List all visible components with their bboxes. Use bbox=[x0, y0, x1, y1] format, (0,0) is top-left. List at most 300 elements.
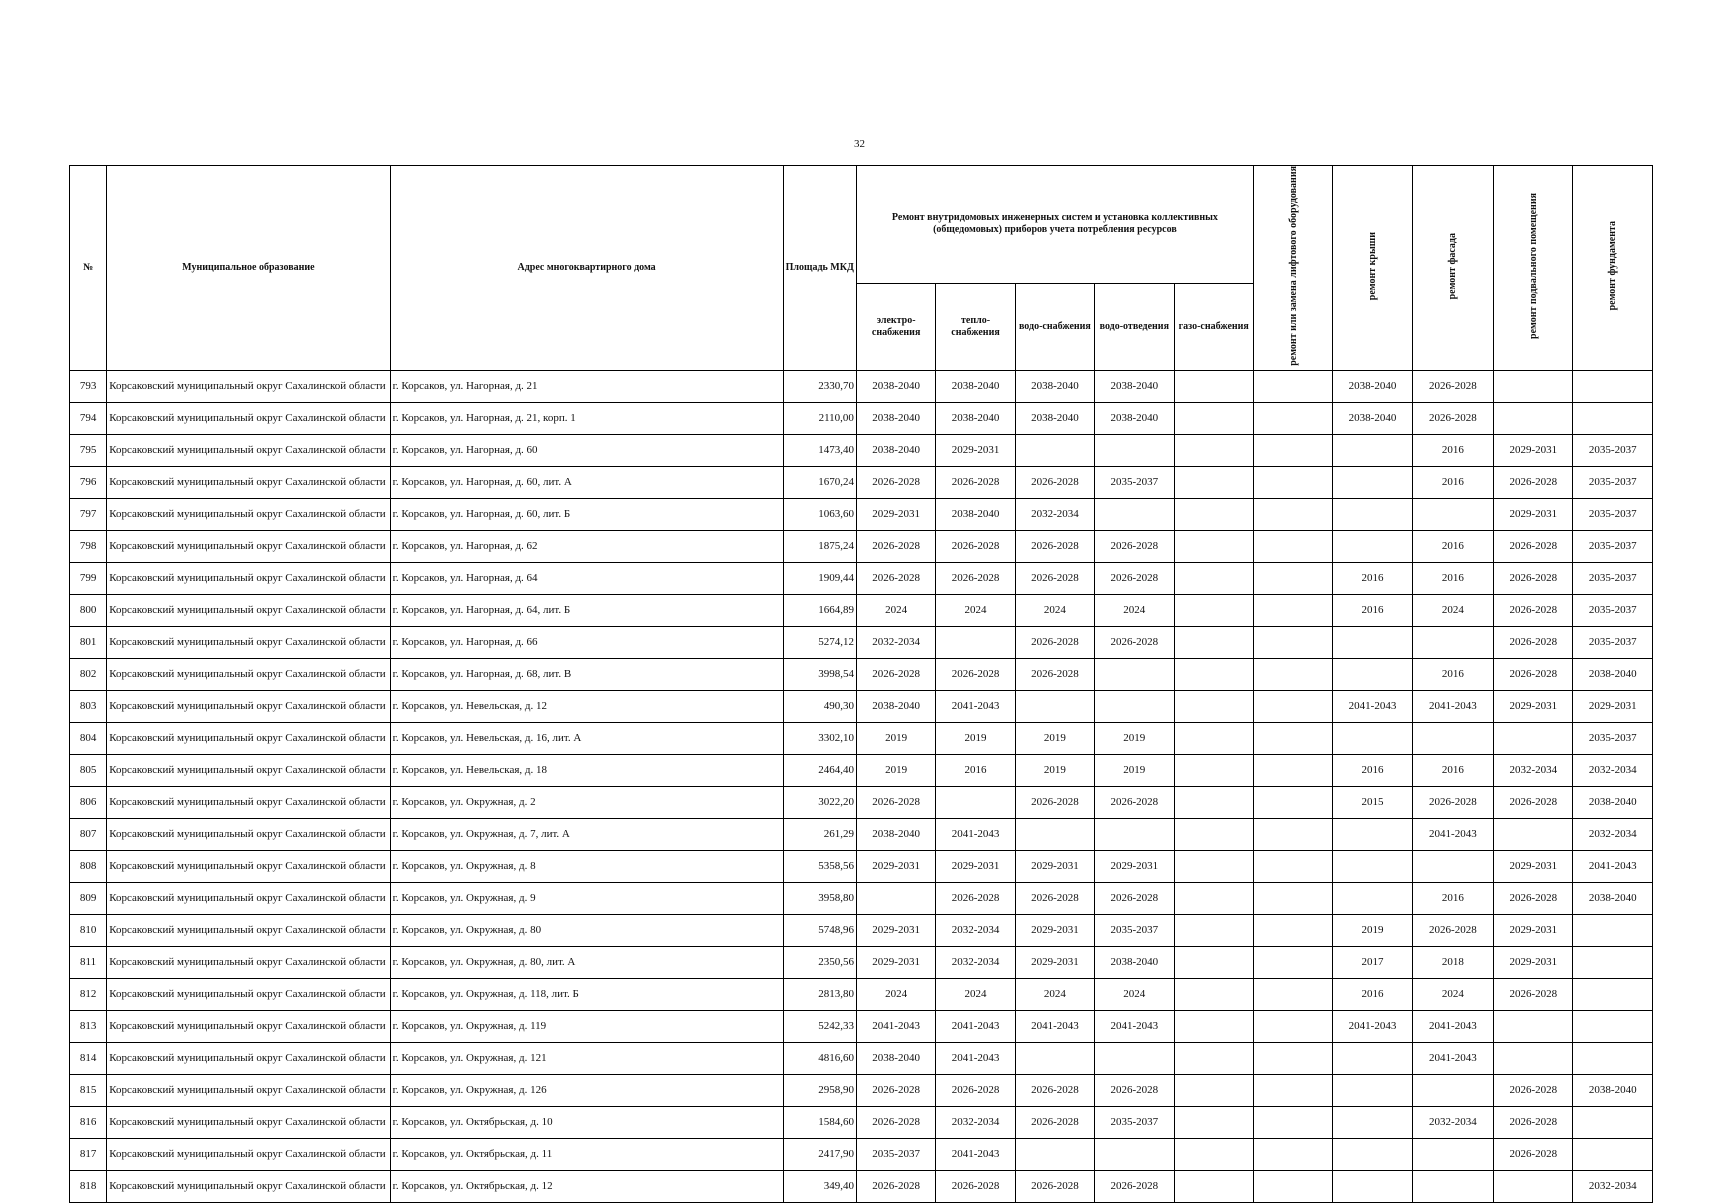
municipality-cell: Корсаковский муниципальный округ Сахалинской области bbox=[107, 690, 390, 722]
roof-cell: 2041-2043 bbox=[1333, 1010, 1412, 1042]
water-supply-cell: 2019 bbox=[1015, 722, 1094, 754]
header-elevator: ремонт или замена лифтового оборудования bbox=[1253, 166, 1332, 371]
facade-cell: 2024 bbox=[1412, 594, 1493, 626]
gas-supply-cell bbox=[1174, 978, 1253, 1010]
basement-cell: 2026-2028 bbox=[1494, 1106, 1573, 1138]
facade-cell bbox=[1412, 1170, 1493, 1202]
header-roof: ремонт крыши bbox=[1333, 166, 1412, 371]
heating-cell: 2029-2031 bbox=[936, 434, 1015, 466]
municipality-cell: Корсаковский муниципальный округ Сахалинской области bbox=[107, 1138, 390, 1170]
row-number: 812 bbox=[70, 978, 107, 1010]
basement-cell bbox=[1494, 370, 1573, 402]
water-supply-cell: 2038-2040 bbox=[1015, 402, 1094, 434]
table-row bbox=[70, 1074, 1653, 1106]
sewerage-cell: 2035-2037 bbox=[1095, 914, 1174, 946]
facade-cell: 2026-2028 bbox=[1412, 914, 1493, 946]
water-supply-cell: 2026-2028 bbox=[1015, 626, 1094, 658]
sewerage-cell: 2019 bbox=[1095, 754, 1174, 786]
water-supply-cell: 2032-2034 bbox=[1015, 498, 1094, 530]
heating-cell bbox=[936, 786, 1015, 818]
sewerage-cell: 2029-2031 bbox=[1095, 850, 1174, 882]
address-cell: г. Корсаков, ул. Окружная, д. 2 bbox=[390, 786, 783, 818]
electricity-cell: 2024 bbox=[856, 978, 935, 1010]
municipality-cell: Корсаковский муниципальный округ Сахалинской области bbox=[107, 786, 390, 818]
address-cell: г. Корсаков, ул. Окружная, д. 8 bbox=[390, 850, 783, 882]
water-supply-cell: 2026-2028 bbox=[1015, 1074, 1094, 1106]
area-cell: 5358,56 bbox=[783, 850, 856, 882]
address-cell: г. Корсаков, ул. Окружная, д. 121 bbox=[390, 1042, 783, 1074]
water-supply-cell: 2029-2031 bbox=[1015, 914, 1094, 946]
address-cell: г. Корсаков, ул. Окружная, д. 119 bbox=[390, 1010, 783, 1042]
table-row bbox=[70, 498, 1653, 530]
electricity-cell: 2026-2028 bbox=[856, 1074, 935, 1106]
header-heating: тепло-снабжения bbox=[936, 283, 1015, 370]
heating-cell: 2026-2028 bbox=[936, 882, 1015, 914]
gas-supply-cell bbox=[1174, 946, 1253, 978]
foundation-cell bbox=[1573, 1106, 1653, 1138]
row-number: 801 bbox=[70, 626, 107, 658]
water-supply-cell: 2041-2043 bbox=[1015, 1010, 1094, 1042]
heating-cell: 2026-2028 bbox=[936, 562, 1015, 594]
municipality-cell: Корсаковский муниципальный округ Сахалинской области bbox=[107, 1074, 390, 1106]
address-cell: г. Корсаков, ул. Окружная, д. 118, лит. Б bbox=[390, 978, 783, 1010]
facade-cell: 2032-2034 bbox=[1412, 1106, 1493, 1138]
municipality-cell: Корсаковский муниципальный округ Сахалинской области bbox=[107, 1170, 390, 1202]
sewerage-cell: 2026-2028 bbox=[1095, 882, 1174, 914]
sewerage-cell: 2038-2040 bbox=[1095, 402, 1174, 434]
address-cell: г. Корсаков, ул. Нагорная, д. 64 bbox=[390, 562, 783, 594]
table-row bbox=[70, 754, 1653, 786]
sewerage-cell: 2038-2040 bbox=[1095, 370, 1174, 402]
sewerage-cell: 2024 bbox=[1095, 978, 1174, 1010]
electricity-cell: 2029-2031 bbox=[856, 914, 935, 946]
table-row bbox=[70, 786, 1653, 818]
row-number: 818 bbox=[70, 1170, 107, 1202]
electricity-cell: 2026-2028 bbox=[856, 658, 935, 690]
gas-supply-cell bbox=[1174, 434, 1253, 466]
facade-cell: 2016 bbox=[1412, 466, 1493, 498]
header-electricity: электро-снабжения bbox=[856, 283, 935, 370]
roof-cell bbox=[1333, 722, 1412, 754]
heating-cell: 2041-2043 bbox=[936, 1010, 1015, 1042]
water-supply-cell bbox=[1015, 690, 1094, 722]
municipality-cell: Корсаковский муниципальный округ Сахалинской области bbox=[107, 946, 390, 978]
heating-cell: 2038-2040 bbox=[936, 370, 1015, 402]
area-cell: 3998,54 bbox=[783, 658, 856, 690]
table-row bbox=[70, 530, 1653, 562]
water-supply-cell bbox=[1015, 1042, 1094, 1074]
water-supply-cell: 2026-2028 bbox=[1015, 530, 1094, 562]
basement-cell: 2026-2028 bbox=[1494, 882, 1573, 914]
gas-supply-cell bbox=[1174, 626, 1253, 658]
sewerage-cell bbox=[1095, 1138, 1174, 1170]
gas-supply-cell bbox=[1174, 594, 1253, 626]
roof-cell bbox=[1333, 498, 1412, 530]
header-basement: ремонт подвального помещения bbox=[1494, 166, 1573, 371]
sewerage-cell: 2026-2028 bbox=[1095, 562, 1174, 594]
municipality-cell: Корсаковский муниципальный округ Сахалинской области bbox=[107, 402, 390, 434]
table-body bbox=[70, 370, 1653, 1202]
municipality-cell: Корсаковский муниципальный округ Сахалинской области bbox=[107, 562, 390, 594]
sewerage-cell: 2026-2028 bbox=[1095, 786, 1174, 818]
gas-supply-cell bbox=[1174, 786, 1253, 818]
municipality-cell: Корсаковский муниципальный округ Сахалинской области bbox=[107, 530, 390, 562]
electricity-cell: 2038-2040 bbox=[856, 402, 935, 434]
row-number: 808 bbox=[70, 850, 107, 882]
facade-cell bbox=[1412, 1138, 1493, 1170]
row-number: 810 bbox=[70, 914, 107, 946]
foundation-cell: 2035-2037 bbox=[1573, 594, 1653, 626]
elevator-cell bbox=[1253, 466, 1332, 498]
table-header bbox=[70, 166, 1653, 371]
elevator-cell bbox=[1253, 690, 1332, 722]
area-cell: 2813,80 bbox=[783, 978, 856, 1010]
area-cell: 2958,90 bbox=[783, 1074, 856, 1106]
address-cell: г. Корсаков, ул. Нагорная, д. 64, лит. Б bbox=[390, 594, 783, 626]
facade-cell: 2016 bbox=[1412, 754, 1493, 786]
area-cell: 2330,70 bbox=[783, 370, 856, 402]
heating-cell: 2026-2028 bbox=[936, 466, 1015, 498]
address-cell: г. Корсаков, ул. Нагорная, д. 66 bbox=[390, 626, 783, 658]
elevator-cell bbox=[1253, 786, 1332, 818]
roof-cell bbox=[1333, 818, 1412, 850]
elevator-cell bbox=[1253, 946, 1332, 978]
elevator-cell bbox=[1253, 818, 1332, 850]
basement-cell bbox=[1494, 402, 1573, 434]
facade-cell: 2026-2028 bbox=[1412, 786, 1493, 818]
heating-cell: 2026-2028 bbox=[936, 658, 1015, 690]
area-cell: 3302,10 bbox=[783, 722, 856, 754]
roof-cell bbox=[1333, 530, 1412, 562]
elevator-cell bbox=[1253, 658, 1332, 690]
basement-cell: 2026-2028 bbox=[1494, 978, 1573, 1010]
sewerage-cell: 2038-2040 bbox=[1095, 946, 1174, 978]
facade-cell: 2016 bbox=[1412, 562, 1493, 594]
roof-cell bbox=[1333, 466, 1412, 498]
row-number: 802 bbox=[70, 658, 107, 690]
electricity-cell: 2038-2040 bbox=[856, 434, 935, 466]
municipality-cell: Корсаковский муниципальный округ Сахалинской области bbox=[107, 658, 390, 690]
facade-cell: 2041-2043 bbox=[1412, 1042, 1493, 1074]
water-supply-cell: 2029-2031 bbox=[1015, 850, 1094, 882]
municipality-cell: Корсаковский муниципальный округ Сахалинской области bbox=[107, 466, 390, 498]
water-supply-cell: 2026-2028 bbox=[1015, 882, 1094, 914]
heating-cell: 2026-2028 bbox=[936, 530, 1015, 562]
sewerage-cell: 2035-2037 bbox=[1095, 466, 1174, 498]
foundation-cell: 2032-2034 bbox=[1573, 754, 1653, 786]
roof-cell bbox=[1333, 1170, 1412, 1202]
foundation-cell: 2035-2037 bbox=[1573, 626, 1653, 658]
row-number: 797 bbox=[70, 498, 107, 530]
foundation-cell: 2038-2040 bbox=[1573, 786, 1653, 818]
gas-supply-cell bbox=[1174, 562, 1253, 594]
row-number: 799 bbox=[70, 562, 107, 594]
facade-cell: 2041-2043 bbox=[1412, 818, 1493, 850]
water-supply-cell: 2026-2028 bbox=[1015, 466, 1094, 498]
address-cell: г. Корсаков, ул. Нагорная, д. 60, лит. Б bbox=[390, 498, 783, 530]
table-row bbox=[70, 850, 1653, 882]
roof-cell bbox=[1333, 1042, 1412, 1074]
foundation-cell: 2032-2034 bbox=[1573, 1170, 1653, 1202]
table-row bbox=[70, 434, 1653, 466]
basement-cell: 2029-2031 bbox=[1494, 434, 1573, 466]
basement-cell: 2026-2028 bbox=[1494, 466, 1573, 498]
heating-cell: 2026-2028 bbox=[936, 1074, 1015, 1106]
table-row bbox=[70, 1138, 1653, 1170]
table-row bbox=[70, 626, 1653, 658]
row-number: 806 bbox=[70, 786, 107, 818]
area-cell: 1875,24 bbox=[783, 530, 856, 562]
water-supply-cell: 2024 bbox=[1015, 594, 1094, 626]
address-cell: г. Корсаков, ул. Окружная, д. 80 bbox=[390, 914, 783, 946]
facade-cell bbox=[1412, 1074, 1493, 1106]
municipality-cell: Корсаковский муниципальный округ Сахалинской области bbox=[107, 818, 390, 850]
foundation-cell bbox=[1573, 914, 1653, 946]
foundation-cell: 2035-2037 bbox=[1573, 562, 1653, 594]
facade-cell: 2026-2028 bbox=[1412, 402, 1493, 434]
roof-cell bbox=[1333, 1074, 1412, 1106]
foundation-cell: 2035-2037 bbox=[1573, 722, 1653, 754]
row-number: 800 bbox=[70, 594, 107, 626]
elevator-cell bbox=[1253, 1074, 1332, 1106]
row-number: 796 bbox=[70, 466, 107, 498]
facade-cell bbox=[1412, 626, 1493, 658]
gas-supply-cell bbox=[1174, 530, 1253, 562]
electricity-cell: 2038-2040 bbox=[856, 370, 935, 402]
electricity-cell: 2035-2037 bbox=[856, 1138, 935, 1170]
heating-cell: 2024 bbox=[936, 978, 1015, 1010]
gas-supply-cell bbox=[1174, 882, 1253, 914]
elevator-cell bbox=[1253, 1042, 1332, 1074]
elevator-cell bbox=[1253, 978, 1332, 1010]
facade-cell bbox=[1412, 850, 1493, 882]
row-number: 805 bbox=[70, 754, 107, 786]
elevator-cell bbox=[1253, 1106, 1332, 1138]
gas-supply-cell bbox=[1174, 1074, 1253, 1106]
gas-supply-cell bbox=[1174, 1010, 1253, 1042]
gas-supply-cell bbox=[1174, 1138, 1253, 1170]
sewerage-cell bbox=[1095, 434, 1174, 466]
foundation-cell: 2038-2040 bbox=[1573, 658, 1653, 690]
water-supply-cell: 2019 bbox=[1015, 754, 1094, 786]
elevator-cell bbox=[1253, 594, 1332, 626]
elevator-cell bbox=[1253, 562, 1332, 594]
heating-cell: 2038-2040 bbox=[936, 498, 1015, 530]
basement-cell: 2026-2028 bbox=[1494, 626, 1573, 658]
municipality-cell: Корсаковский муниципальный округ Сахалинской области bbox=[107, 1106, 390, 1138]
foundation-cell bbox=[1573, 1138, 1653, 1170]
elevator-cell bbox=[1253, 754, 1332, 786]
heating-cell: 2032-2034 bbox=[936, 1106, 1015, 1138]
water-supply-cell: 2026-2028 bbox=[1015, 658, 1094, 690]
heating-cell: 2041-2043 bbox=[936, 1138, 1015, 1170]
municipality-cell: Корсаковский муниципальный округ Сахалинской области bbox=[107, 914, 390, 946]
electricity-cell: 2024 bbox=[856, 594, 935, 626]
water-supply-cell: 2026-2028 bbox=[1015, 1170, 1094, 1202]
basement-cell: 2026-2028 bbox=[1494, 562, 1573, 594]
table-row bbox=[70, 1170, 1653, 1202]
address-cell: г. Корсаков, ул. Окружная, д. 80, лит. А bbox=[390, 946, 783, 978]
foundation-cell: 2041-2043 bbox=[1573, 850, 1653, 882]
basement-cell: 2026-2028 bbox=[1494, 786, 1573, 818]
roof-cell bbox=[1333, 626, 1412, 658]
area-cell: 1473,40 bbox=[783, 434, 856, 466]
address-cell: г. Корсаков, ул. Нагорная, д. 68, лит. В bbox=[390, 658, 783, 690]
heating-cell: 2024 bbox=[936, 594, 1015, 626]
basement-cell bbox=[1494, 1170, 1573, 1202]
basement-cell: 2032-2034 bbox=[1494, 754, 1573, 786]
elevator-cell bbox=[1253, 434, 1332, 466]
row-number: 798 bbox=[70, 530, 107, 562]
area-cell: 1909,44 bbox=[783, 562, 856, 594]
row-number: 814 bbox=[70, 1042, 107, 1074]
municipality-cell: Корсаковский муниципальный округ Сахалинской области bbox=[107, 498, 390, 530]
foundation-cell bbox=[1573, 402, 1653, 434]
facade-cell: 2024 bbox=[1412, 978, 1493, 1010]
foundation-cell: 2035-2037 bbox=[1573, 466, 1653, 498]
sewerage-cell: 2026-2028 bbox=[1095, 626, 1174, 658]
roof-cell: 2016 bbox=[1333, 594, 1412, 626]
gas-supply-cell bbox=[1174, 722, 1253, 754]
row-number: 795 bbox=[70, 434, 107, 466]
electricity-cell: 2038-2040 bbox=[856, 1042, 935, 1074]
roof-cell: 2041-2043 bbox=[1333, 690, 1412, 722]
municipality-cell: Корсаковский муниципальный округ Сахалинской области bbox=[107, 850, 390, 882]
address-cell: г. Корсаков, ул. Окружная, д. 7, лит. А bbox=[390, 818, 783, 850]
sewerage-cell: 2026-2028 bbox=[1095, 530, 1174, 562]
address-cell: г. Корсаков, ул. Невельская, д. 12 bbox=[390, 690, 783, 722]
roof-cell: 2016 bbox=[1333, 754, 1412, 786]
foundation-cell: 2032-2034 bbox=[1573, 818, 1653, 850]
area-cell: 3958,80 bbox=[783, 882, 856, 914]
electricity-cell: 2026-2028 bbox=[856, 530, 935, 562]
gas-supply-cell bbox=[1174, 658, 1253, 690]
roof-cell bbox=[1333, 434, 1412, 466]
header-municipality: Муниципальное образование bbox=[107, 166, 390, 371]
address-cell: г. Корсаков, ул. Окружная, д. 126 bbox=[390, 1074, 783, 1106]
row-number: 811 bbox=[70, 946, 107, 978]
area-cell: 2464,40 bbox=[783, 754, 856, 786]
facade-cell: 2016 bbox=[1412, 434, 1493, 466]
address-cell: г. Корсаков, ул. Октябрьская, д. 10 bbox=[390, 1106, 783, 1138]
roof-cell: 2019 bbox=[1333, 914, 1412, 946]
gas-supply-cell bbox=[1174, 1106, 1253, 1138]
electricity-cell: 2029-2031 bbox=[856, 946, 935, 978]
basement-cell: 2026-2028 bbox=[1494, 1138, 1573, 1170]
basement-cell bbox=[1494, 722, 1573, 754]
basement-cell: 2026-2028 bbox=[1494, 1074, 1573, 1106]
area-cell: 2417,90 bbox=[783, 1138, 856, 1170]
elevator-cell bbox=[1253, 1010, 1332, 1042]
gas-supply-cell bbox=[1174, 818, 1253, 850]
heating-cell: 2029-2031 bbox=[936, 850, 1015, 882]
area-cell: 1670,24 bbox=[783, 466, 856, 498]
water-supply-cell: 2026-2028 bbox=[1015, 562, 1094, 594]
foundation-cell bbox=[1573, 1010, 1653, 1042]
table-row bbox=[70, 722, 1653, 754]
roof-cell bbox=[1333, 882, 1412, 914]
electricity-cell: 2019 bbox=[856, 722, 935, 754]
basement-cell: 2029-2031 bbox=[1494, 690, 1573, 722]
electricity-cell: 2019 bbox=[856, 754, 935, 786]
heating-cell: 2032-2034 bbox=[936, 914, 1015, 946]
municipality-cell: Корсаковский муниципальный округ Сахалинской области bbox=[107, 754, 390, 786]
page-number: 32 bbox=[854, 138, 865, 150]
facade-cell: 2041-2043 bbox=[1412, 1010, 1493, 1042]
elevator-cell bbox=[1253, 722, 1332, 754]
address-cell: г. Корсаков, ул. Невельская, д. 16, лит. А bbox=[390, 722, 783, 754]
electricity-cell: 2026-2028 bbox=[856, 786, 935, 818]
roof-cell bbox=[1333, 1106, 1412, 1138]
sewerage-cell: 2019 bbox=[1095, 722, 1174, 754]
water-supply-cell: 2038-2040 bbox=[1015, 370, 1094, 402]
basement-cell: 2029-2031 bbox=[1494, 946, 1573, 978]
electricity-cell: 2038-2040 bbox=[856, 818, 935, 850]
water-supply-cell bbox=[1015, 434, 1094, 466]
table-row bbox=[70, 658, 1653, 690]
address-cell: г. Корсаков, ул. Октябрьская, д. 12 bbox=[390, 1170, 783, 1202]
area-cell: 3022,20 bbox=[783, 786, 856, 818]
municipality-cell: Корсаковский муниципальный округ Сахалинской области bbox=[107, 978, 390, 1010]
facade-cell: 2016 bbox=[1412, 530, 1493, 562]
area-cell: 5274,12 bbox=[783, 626, 856, 658]
area-cell: 1063,60 bbox=[783, 498, 856, 530]
roof-cell: 2016 bbox=[1333, 978, 1412, 1010]
header-area: Площадь МКД bbox=[783, 166, 856, 371]
electricity-cell: 2026-2028 bbox=[856, 562, 935, 594]
roof-cell bbox=[1333, 850, 1412, 882]
gas-supply-cell bbox=[1174, 498, 1253, 530]
table-row bbox=[70, 466, 1653, 498]
basement-cell: 2029-2031 bbox=[1494, 850, 1573, 882]
roof-cell: 2038-2040 bbox=[1333, 402, 1412, 434]
electricity-cell: 2026-2028 bbox=[856, 1106, 935, 1138]
elevator-cell bbox=[1253, 850, 1332, 882]
municipality-cell: Корсаковский муниципальный округ Сахалинской области bbox=[107, 722, 390, 754]
roof-cell bbox=[1333, 658, 1412, 690]
basement-cell bbox=[1494, 1042, 1573, 1074]
row-number: 804 bbox=[70, 722, 107, 754]
facade-cell: 2016 bbox=[1412, 882, 1493, 914]
area-cell: 5748,96 bbox=[783, 914, 856, 946]
row-number: 803 bbox=[70, 690, 107, 722]
gas-supply-cell bbox=[1174, 1170, 1253, 1202]
foundation-cell: 2029-2031 bbox=[1573, 690, 1653, 722]
row-number: 809 bbox=[70, 882, 107, 914]
municipality-cell: Корсаковский муниципальный округ Сахалинской области bbox=[107, 594, 390, 626]
heating-cell: 2032-2034 bbox=[936, 946, 1015, 978]
electricity-cell: 2032-2034 bbox=[856, 626, 935, 658]
water-supply-cell bbox=[1015, 1138, 1094, 1170]
table-row bbox=[70, 1042, 1653, 1074]
area-cell: 261,29 bbox=[783, 818, 856, 850]
address-cell: г. Корсаков, ул. Нагорная, д. 21, корп. 1 bbox=[390, 402, 783, 434]
row-number: 793 bbox=[70, 370, 107, 402]
table-row bbox=[70, 562, 1653, 594]
facade-cell: 2026-2028 bbox=[1412, 370, 1493, 402]
address-cell: г. Корсаков, ул. Невельская, д. 18 bbox=[390, 754, 783, 786]
electricity-cell bbox=[856, 882, 935, 914]
gas-supply-cell bbox=[1174, 754, 1253, 786]
gas-supply-cell bbox=[1174, 914, 1253, 946]
foundation-cell: 2035-2037 bbox=[1573, 434, 1653, 466]
elevator-cell bbox=[1253, 498, 1332, 530]
table-row bbox=[70, 594, 1653, 626]
elevator-cell bbox=[1253, 402, 1332, 434]
table-row bbox=[70, 1010, 1653, 1042]
sewerage-cell: 2024 bbox=[1095, 594, 1174, 626]
electricity-cell: 2029-2031 bbox=[856, 850, 935, 882]
